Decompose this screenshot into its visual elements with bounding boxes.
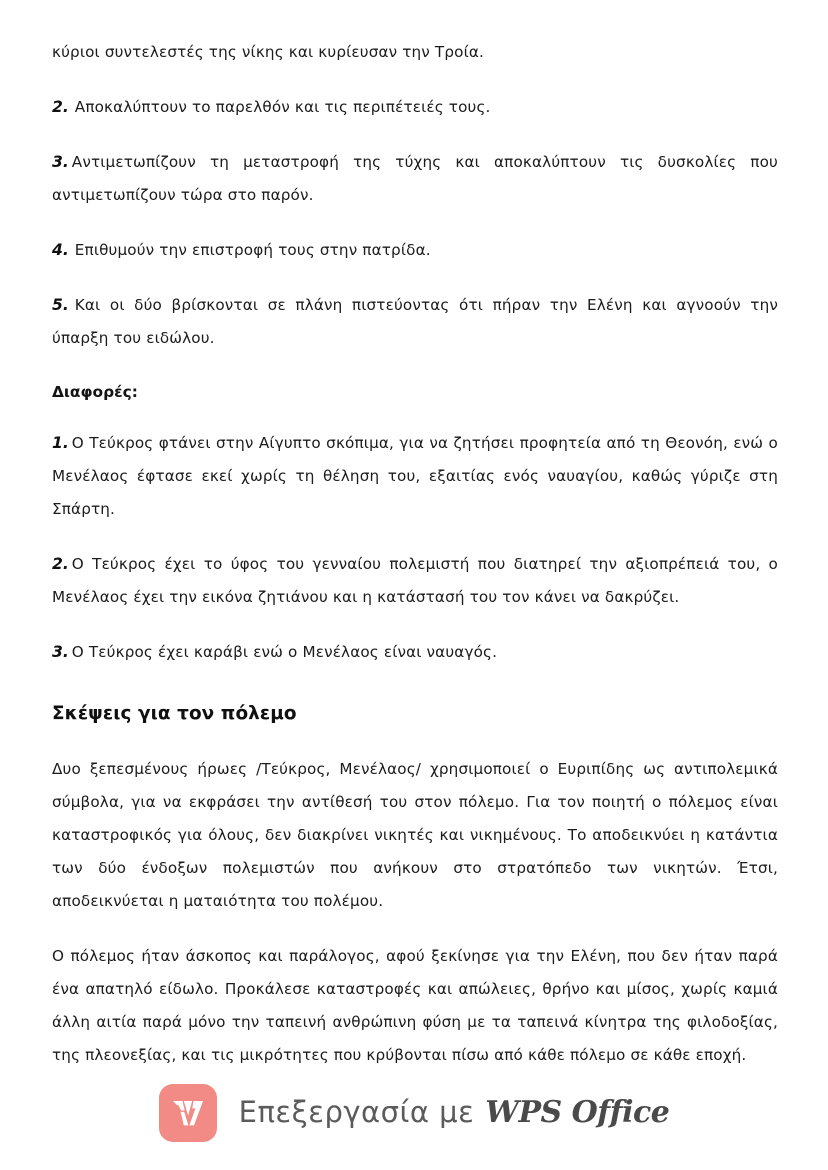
list-item — [52, 91, 778, 124]
wps-watermark — [0, 1084, 828, 1142]
list-number: 3. — [52, 153, 69, 171]
section-title: Σκέψεις για τον πόλεμο — [52, 703, 297, 724]
list-text: Αντιμετωπίζουν τη μεταστροφή της τύχης και αποκαλύπτουν τις δυσκολίες που αντιμετωπίζουν τώρα στο παρόν. — [52, 153, 778, 204]
list-text: Ο Τεύκρος φτάνει στην Αίγυπτο σκόπιμα, για να ζητήσει προφητεία από τη Θεονόη, ενώ ο Μενέλαος έφτασε εκεί χωρίς τη θέληση του, εξαιτίας ενός ναυαγίου, καθώς γύριζε στη Σπάρτη. — [52, 434, 778, 518]
list-item — [52, 146, 778, 212]
watermark-brand: WPS Office — [485, 1095, 670, 1130]
body-paragraph: Δυο ξεπεσμένους ήρωες /Τεύκρος, Μενέλαος/ χρησιμοποιεί ο Ευριπίδης ως αντιπολεμικά σύμβολα, για να εκφράσει την αντίθεσή του στον πόλεμο. Για τον ποιητή ο πόλεμος είναι καταστροφικός για όλους, δεν διακρίνει νικητές και νικημένους. Το αποδεικνύει η κατάντια των δύο ένδοξων πολεμιστών που ανήκουν στο στρατόπεδο των νικητών. Έτσι, αποδεικνύεται η ματαιότητα του πολέμου. — [52, 760, 778, 910]
list-item — [52, 548, 778, 614]
document-body — [52, 36, 778, 1072]
continuation-paragraph — [52, 36, 778, 69]
differences-heading: Διαφορές: — [52, 383, 138, 401]
list-item — [52, 636, 778, 669]
list-number: 2. — [52, 98, 69, 116]
list-number: 1. — [52, 434, 69, 452]
list-number: 5. — [52, 296, 69, 314]
list-number: 3. — [52, 643, 69, 661]
list-item — [52, 234, 778, 267]
body-paragraph: Ο πόλεμος ήταν άσκοπος και παράλογος, αφού ξεκίνησε για την Ελένη, που δεν ήταν παρά ένα απατηλό είδωλο. Προκάλεσε καταστροφές και απώλειες, θρήνο και μίσος, χωρίς καμιά άλλη αιτία παρά μόνο την ταπεινή ανθρώπινη φύση με τα ταπεινά κίνητρα της φιλοδοξίας, της πλεονεξίας, και τις μικρότητες που κρύβονται πίσω από κάθε πόλεμο σε κάθε εποχή. — [52, 947, 778, 1064]
list-item — [52, 427, 778, 526]
wps-logo-icon — [159, 1084, 217, 1142]
watermark-prefix: Επεξεργασία με — [238, 1095, 475, 1129]
list-text: Αποκαλύπτουν το παρελθόν και τις περιπέτειές τους. — [74, 98, 491, 116]
list-text: Και οι δύο βρίσκονται σε πλάνη πιστεύοντας ότι πήραν την Ελένη και αγνοούν την ύπαρξη του ειδώλου. — [52, 296, 778, 347]
list-text: Ο Τεύκρος έχει το ύφος του γενναίου πολεμιστή που διατηρεί την αξιοπρέπειά του, ο Μενέλαος έχει την εικόνα ζητιάνου και η κατάστασή του τον κάνει να δακρύζει. — [52, 555, 778, 606]
watermark-text — [238, 1095, 670, 1130]
list-text: Ο Τεύκρος έχει καράβι ενώ ο Μενέλαος είναι ναυαγός. — [71, 643, 498, 661]
list-text: Επιθυμούν την επιστροφή τους στην πατρίδα. — [74, 241, 431, 259]
continuation-text: κύριοι συντελεστές της νίκης και κυρίευσαν την Τροία. — [52, 43, 485, 61]
list-item — [52, 289, 778, 355]
list-number: 2. — [52, 555, 69, 573]
list-number: 4. — [52, 241, 69, 259]
